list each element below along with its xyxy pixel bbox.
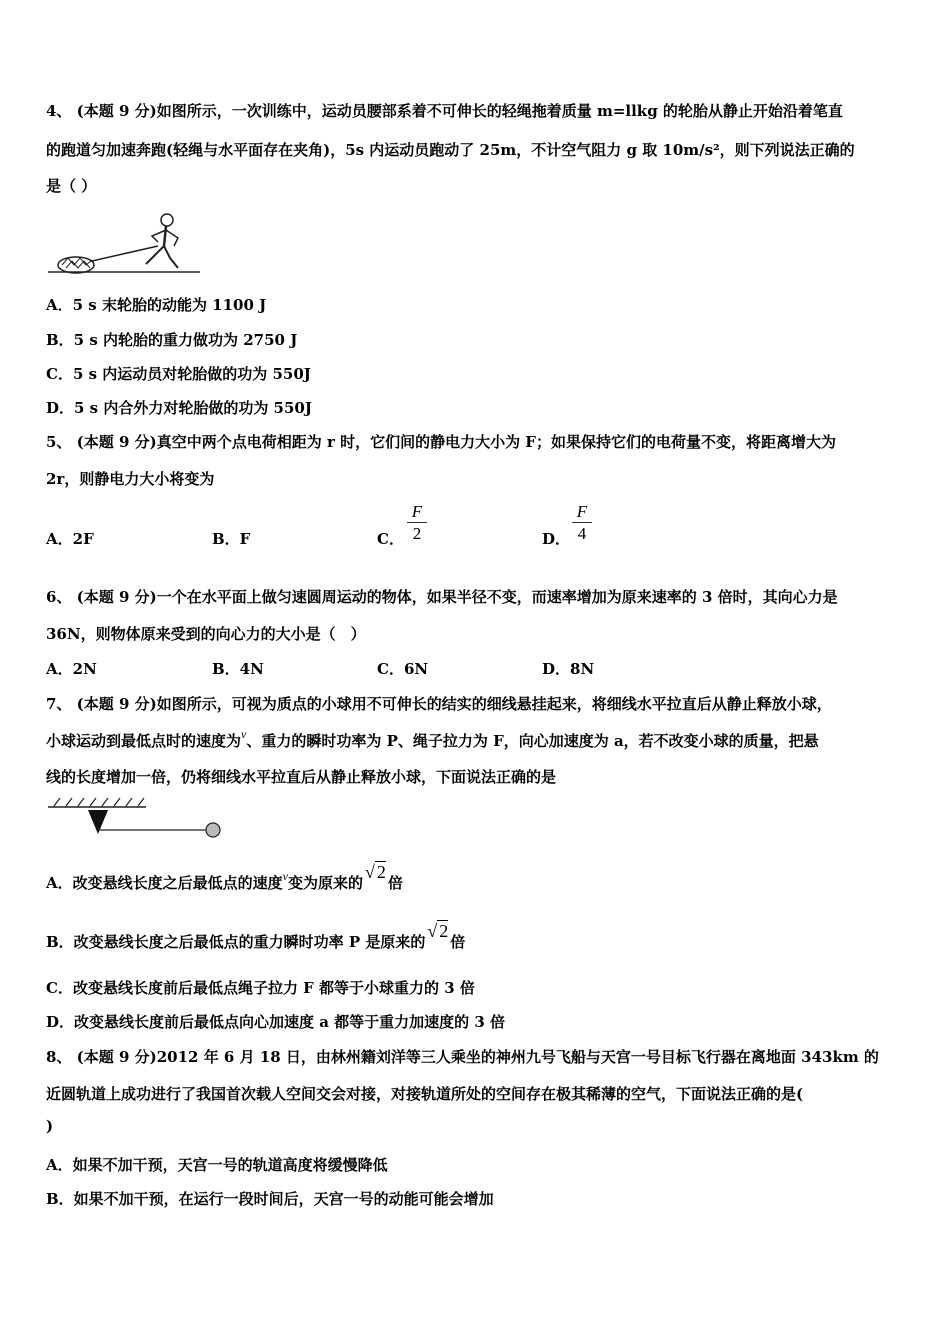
q5-option-c-numerator: F (407, 502, 427, 523)
q7-option-a-part-b: 变为原来的 (287, 874, 363, 892)
q6-stem-line-1: 6、 (本题 9 分)一个在水平面上做匀速圆周运动的物体，如果半径不变，而速率增加为原来速率的 3 倍时，其向心力是 (46, 588, 838, 606)
q7-line2-part-a: 小球运动到最低点时的速度为 (46, 732, 242, 750)
q5-option-a[interactable]: A．2F (46, 530, 94, 548)
q6-option-c[interactable]: C．6N (377, 660, 429, 678)
q7-option-b[interactable] (46, 921, 466, 952)
q5-option-c[interactable] (377, 529, 404, 549)
q6-option-a[interactable]: A．2N (46, 660, 97, 678)
q5-option-d[interactable] (542, 529, 570, 549)
q7-line2-part-b: 、重力的瞬时功率为 P、绳子拉力为 F，向心加速度为 a，若不改变小球的质量，把悬 (246, 732, 819, 750)
q7-stem-line-2 (46, 727, 819, 752)
q4-option-d[interactable]: D．5 s 内合外力对轮胎做的功为 550J (46, 399, 312, 417)
q8-stem-line-2: 近圆轨道上成功进行了我国首次载人空间交会对接，对接轨道所处的空间存在极其稀薄的空气，下面说法正确的是( (46, 1085, 804, 1103)
velocity-symbol: v (282, 869, 288, 883)
q5-option-c-fraction (407, 502, 427, 545)
q4-option-c[interactable]: C．5 s 内运动员对轮胎做的功为 550J (46, 365, 311, 383)
q8-stem-line-1: 8、 (本题 9 分)2012 年 6 月 18 日，由林州籍刘洋等三人乘坐的神州九号飞船与天宫一号目标飞行器在离地面 343km 的 (46, 1048, 879, 1066)
q7-option-a[interactable] (46, 862, 403, 894)
sqrt-two: √ 2 (427, 921, 449, 941)
q6-stem-line-2: 36N，则物体原来受到的向心力的大小是（ ） (46, 625, 366, 643)
q8-option-a[interactable]: A．如果不加干预，天宫一号的轨道高度将缓慢降低 (46, 1156, 388, 1174)
runner-tire-figure (46, 208, 204, 278)
q7-option-b-part-a: B．改变悬线长度之后最低点的重力瞬时功率 P 是原来的 (46, 933, 426, 951)
q5-option-d-denominator: 4 (577, 524, 587, 543)
q5-option-d-label: D． (542, 530, 571, 548)
sqrt-two: √ 2 (364, 862, 386, 882)
q7-option-a-suffix: 倍 (387, 874, 403, 892)
q6-option-d[interactable]: D．8N (542, 660, 595, 678)
q7-option-b-suffix: 倍 (450, 933, 466, 951)
q7-option-a-part-a: A．改变悬线长度之后最低点的速度 (46, 874, 283, 892)
q5-option-c-label: C． (377, 530, 404, 548)
q5-option-b[interactable]: B．F (212, 530, 251, 548)
q7-option-d[interactable]: D．改变悬线长度前后最低点向心加速度 a 都等于重力加速度的 3 倍 (46, 1013, 506, 1031)
q7-option-c[interactable]: C．改变悬线长度前后最低点绳子拉力 F 都等于小球重力的 3 倍 (46, 979, 475, 997)
velocity-symbol: v (241, 727, 247, 741)
q5-stem-line-2: 2r，则静电力大小将变为 (46, 470, 215, 488)
q4-stem-line-3: 是（ ） (46, 177, 97, 195)
q4-option-b[interactable]: B．5 s 内轮胎的重力做功为 2750 J (46, 331, 298, 349)
pendulum-figure (46, 796, 224, 844)
q5-stem-line-1: 5、 (本题 9 分)真空中两个点电荷相距为 r 时，它们间的静电力大小为 F；如果保持它们的电荷量不变，将距离增大为 (46, 433, 836, 451)
q4-option-a[interactable]: A．5 s 末轮胎的动能为 1100 J (46, 296, 267, 314)
q8-option-b[interactable]: B．如果不加干预，在运行一段时间后，天宫一号的动能可能会增加 (46, 1190, 494, 1208)
q4-stem-line-1: 4、 (本题 9 分)如图所示，一次训练中，运动员腰部系着不可伸长的轻绳拖着质量 m=llkg 的轮胎从静止开始沿着笔直 (46, 102, 843, 120)
q5-option-c-denominator: 2 (412, 524, 422, 543)
q8-stem-line-3: ) (46, 1117, 54, 1135)
q6-option-b[interactable]: B．4N (212, 660, 264, 678)
q7-stem-line-1: 7、 (本题 9 分)如图所示，可视为质点的小球用不可伸长的结实的细线悬挂起来，将细线水平拉直后从静止释放小球， (46, 695, 832, 713)
q5-option-d-numerator: F (572, 502, 592, 523)
q4-stem-line-2: 的跑道匀加速奔跑(轻绳与水平面存在夹角)，5s 内运动员跑动了 25m，不计空气阻力 g 取 10m/s²，则下列说法正确的 (46, 141, 855, 159)
q5-option-d-fraction (572, 502, 592, 545)
q7-stem-line-3: 线的长度增加一倍，仍将细线水平拉直后从静止释放小球，下面说法正确的是 (46, 768, 557, 786)
